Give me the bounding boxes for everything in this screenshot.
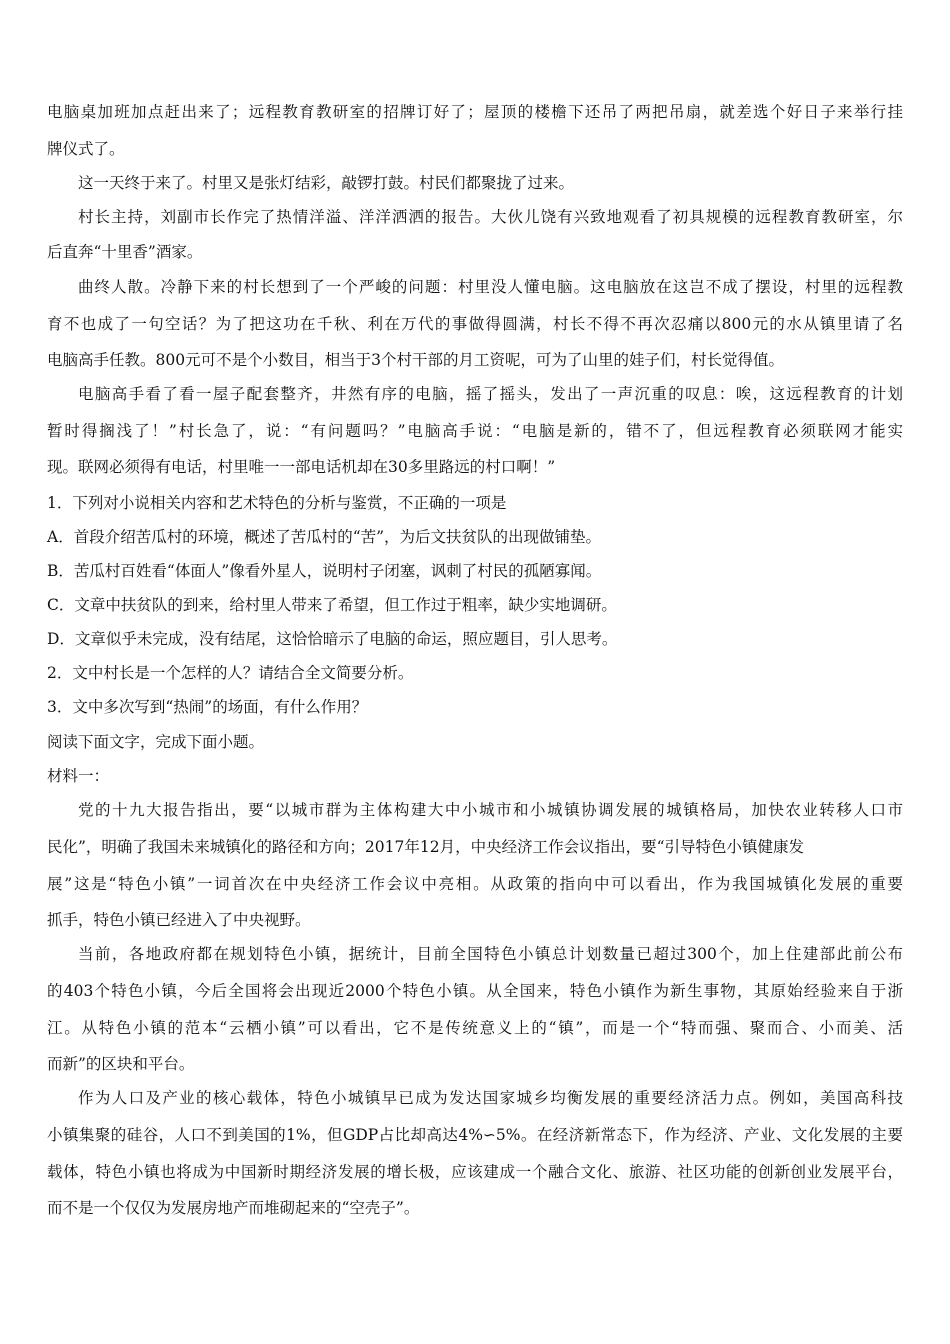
question-1-option-a: A．首段介绍苦瓜村的环境，概述了苦瓜村的“苦”，为后文扶贫队的出现做铺垫。: [47, 528, 602, 546]
story-para-5-line-2: 暂时得搁浅了！”村长急了，说：“有问题吗？”电脑高手说：“电脑是新的，错不了，但远程教育必须联网才能实: [47, 422, 903, 440]
story-para-2-line-1: 这一天终于来了。村里又是张灯结彩，敲锣打鼓。村民们都聚拢了过来。: [78, 174, 575, 192]
material-para-1-line-4: 抓手，特色小镇已经进入了中央视野。: [47, 911, 311, 929]
material-one-label: 材料一：: [47, 767, 110, 785]
material-para-1-line-2: 民化”，明确了我国未来城镇化的路径和方向；2017年12月，中央经济工作会议指出，要“引导特色小镇健康发: [47, 838, 805, 856]
material-para-2-line-4: 而新”的区块和平台。: [47, 1055, 195, 1073]
material-para-2-line-1: 当前，各地政府都在规划特色小镇，据统计，目前全国特色小镇总计划数量已超过300个，加上住建部此前公布: [78, 945, 903, 963]
question-2: 2．文中村长是一个怎样的人？请结合全文简要分析。: [47, 664, 414, 682]
material-para-3-line-2: 小镇集聚的硅谷，人口不到美国的1%，但GDP占比却高达4%∽5%。在经济新常态下，作为经济、产业、文化发展的主要: [47, 1126, 903, 1144]
material-para-3-line-1: 作为人口及产业的核心载体，特色小城镇早已成为发达国家城乡均衡发展的重要经济活力点。例如，美国高科技: [78, 1089, 903, 1107]
question-3: 3．文中多次写到“热闹”的场面，有什么作用？: [47, 698, 368, 716]
story-para-4-line-3: 电脑高手任教。800元可不是个小数目，相当于3个村干部的月工资呢，可为了山里的娃子们，村长觉得值。: [47, 351, 784, 369]
material-para-3-line-3: 载体，特色小镇也将成为中国新时期经济发展的增长极，应该建成一个融合文化、旅游、社区功能的创新创业发展平台，: [47, 1163, 903, 1181]
material-para-2-line-2: 的403个特色小镇，今后全国将会出现近2000个特色小镇。从全国来，特色小镇作为新生事物，其原始经验来自于浙: [47, 982, 903, 1000]
story-para-3-line-2: 后直奔“十里香”酒家。: [47, 243, 203, 261]
story-para-1-line-2: 牌仪式了。: [47, 140, 125, 158]
story-para-1-line-1: 电脑桌加班加点赶出来了；远程教育教研室的招牌订好了；屋顶的楼檐下还吊了两把吊扇，就差选个好日子来举行挂: [47, 103, 903, 121]
question-1-option-c: C．文章中扶贫队的到来，给村里人带来了希望，但工作过于粗率，缺少实地调研。: [47, 596, 617, 614]
story-para-5-line-3: 现。联网必须得有电话，村里唯一一部电话机却在30多里路远的村口啊！”: [47, 458, 556, 476]
material-para-1-line-3: 展”这是“特色小镇”一词首次在中央经济工作会议中亮相。从政策的指向中可以看出，作为我国城镇化发展的重要: [47, 875, 903, 893]
reading-instruction: 阅读下面文字，完成下面小题。: [47, 733, 265, 751]
story-para-4-line-1: 曲终人散。冷静下来的村长想到了一个严峻的问题：村里没人懂电脑。这电脑放在这岂不成了摆设，村里的远程教: [78, 278, 903, 296]
story-para-4-line-2: 育不也成了一句空话？为了把这功在千秋、利在万代的事做得圆满，村长不得不再次忍痛以800元的水从镇里请了名: [47, 315, 903, 333]
material-para-1-line-1: 党的十九大报告指出，要“以城市群为主体构建大中小城市和小城镇协调发展的城镇格局，加快农业转移人口市: [78, 801, 903, 819]
material-para-2-line-3: 江。从特色小镇的范本“云栖小镇”可以看出，它不是传统意义上的“镇”，而是一个“特而强、聚而合、小而美、活: [47, 1019, 903, 1037]
question-1-option-b: B．苦瓜村百姓看“体面人”像看外星人，说明村子闭塞，讽刺了村民的孤陋寡闻。: [47, 562, 602, 580]
story-para-3-line-1: 村长主持，刘副市长作完了热情洋溢、洋洋洒洒的报告。大伙儿饶有兴致地观看了初具规模的远程教育教研室，尔: [78, 208, 903, 226]
question-1: 1．下列对小说相关内容和艺术特色的分析与鉴赏，不正确的一项是: [47, 494, 507, 512]
material-para-3-line-4: 而不是一个仅仅为发展房地产而堆砌起来的“空壳子”。: [47, 1199, 420, 1217]
story-para-5-line-1: 电脑高手看了看一屋子配套整齐，井然有序的电脑，摇了摇头，发出了一声沉重的叹息：唉，这远程教育的计划: [78, 385, 903, 403]
question-1-option-d: D．文章似乎未完成，没有结尾，这恰恰暗示了电脑的命运，照应题目，引人思考。: [47, 630, 618, 648]
